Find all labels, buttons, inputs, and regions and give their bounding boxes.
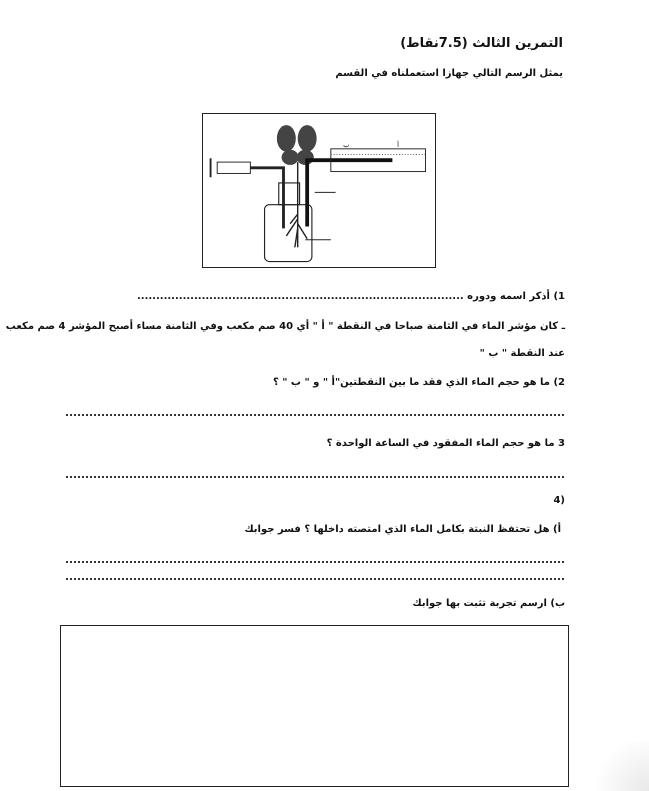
potometer-illustration <box>203 114 435 267</box>
exercise-intro: يمثل الرسم التالي جهازا استعملناه في القسم <box>335 68 563 79</box>
answer-line-q4a-2[interactable] <box>66 578 564 580</box>
question-4a: أ) هل تحتفظ النبتة بكامل الماء الذي امتصته داخلها ؟ فسر جوابك <box>244 524 561 535</box>
page-shadow <box>589 741 649 791</box>
question-3: 3 ما هو حجم الماء المفقود في الساعة الواحدة ؟ <box>326 438 565 449</box>
exercise-title: التمرين الثالث (7.5نقاط) <box>400 36 563 51</box>
question-1: 1) أذكر اسمه ودوره ...................................................................................... <box>136 291 565 302</box>
svg-text:ب: ب <box>343 140 350 149</box>
question-context-line-1: ـ كان مؤشر الماء في الثامنة صباحا في النقطة " أ " أي 40 صم مكعب وفي الثامنة مساء أصبح المؤشر 4 صم مكعب <box>5 321 565 332</box>
answer-line-q2[interactable] <box>66 414 564 416</box>
question-context-line-2: عند النقطة " ب " <box>479 348 565 359</box>
svg-text:أ: أ <box>397 140 399 149</box>
answer-line-q3[interactable] <box>66 476 564 478</box>
answer-line-q4a-1[interactable] <box>66 561 564 563</box>
question-2: 2) ما هو حجم الماء الذي فقد ما بين النقطتين"أ " و " ب " ؟ <box>272 377 565 388</box>
question-4: (4 <box>553 495 565 506</box>
question-4b: ب) ارسم تجربة تثبت بها جوابك <box>412 598 565 609</box>
drawing-answer-box[interactable] <box>60 625 569 787</box>
apparatus-diagram <box>202 113 436 268</box>
